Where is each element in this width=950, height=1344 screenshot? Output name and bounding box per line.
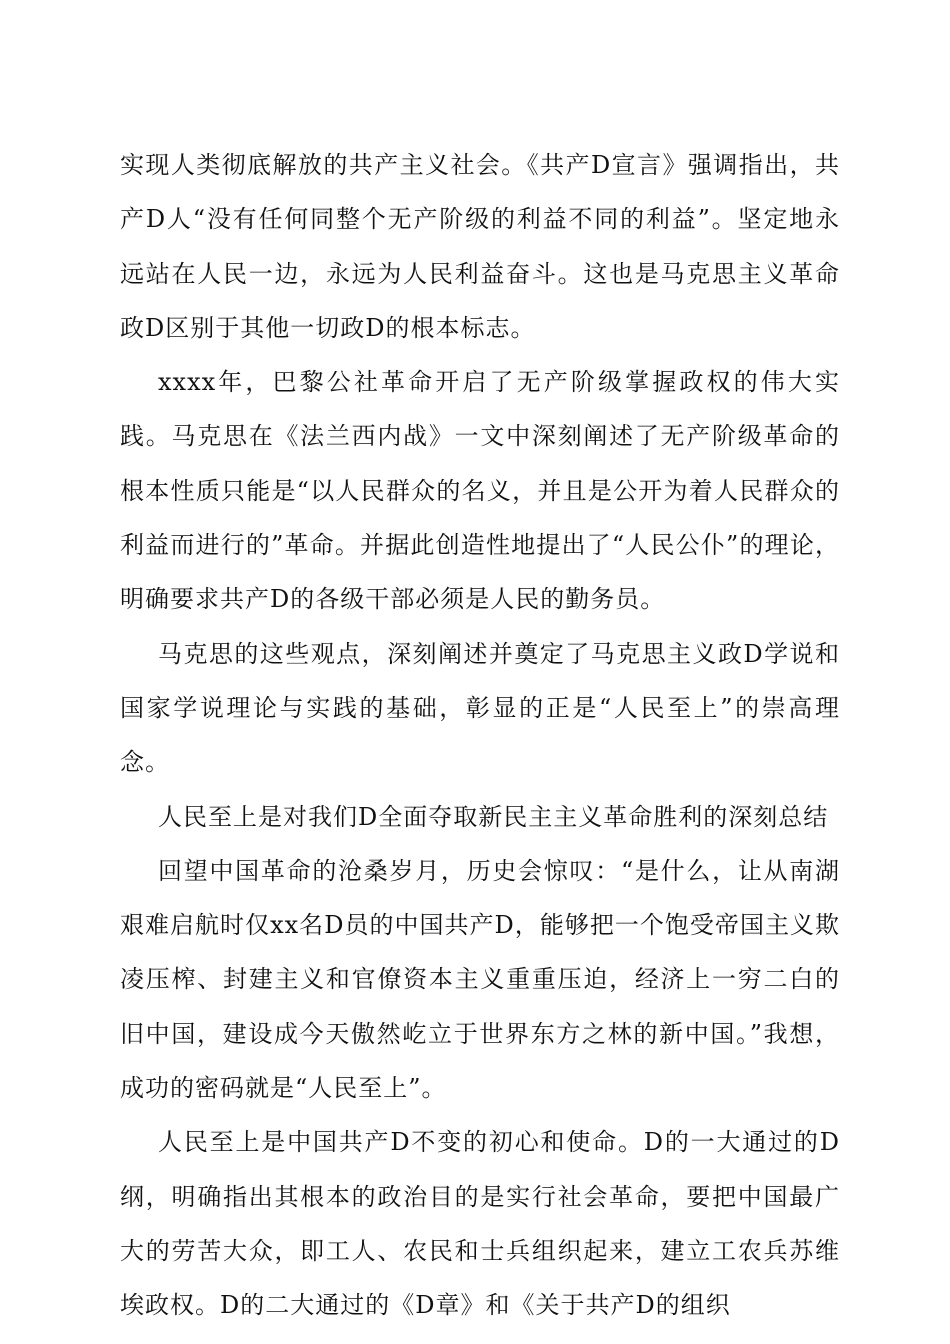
section-heading-people-first: 人民至上是对我们D全面夺取新民主主义革命胜利的深刻总结: [158, 802, 829, 831]
document-body: [120, 138, 840, 1333]
paragraph-marx-views: 马克思的这些观点，深刻阐述并奠定了马克思主义政D学说和国家学说理论与实践的基础，彰显的正是“人民至上”的崇高理念。: [120, 639, 840, 777]
paragraph-paris-commune: xxxx年，巴黎公社革命开启了无产阶级掌握政权的伟大实践。马克思在《法兰西内战》一文中深刻阐述了无产阶级革命的根本性质只能是“以人民群众的名义，并且是公开为着人民群众的利益而进行的”革命。并据此创造性地提出了“人民公仆”的理论，明确要求共产D的各级干部必须是人民的勤务员。: [120, 368, 840, 614]
paragraph-continuation: 实现人类彻底解放的共产主义社会。《共产D宣言》强调指出，共产D人“没有任何同整个无产阶级的利益不同的利益”。坚定地永远站在人民一边，永远为人民利益奋斗。这也是马克思主义革命政D区别于其他一切政D的根本标志。: [120, 151, 840, 342]
paragraph-revolution-history: 回望中国革命的沧桑岁月，历史会惊叹：“是什么，让从南湖艰难启航时仅xx名D员的中国共产D，能够把一个饱受帝国主义欺凌压榨、封建主义和官僚资本主义重重压迫，经济上一穷二白的旧中国，建设成今天傲然屹立于世界东方之林的新中国。”我想，成功的密码就是“人民至上”。: [120, 856, 840, 1103]
paragraph-original-mission: 人民至上是中国共产D不变的初心和使命。D的一大通过的D纲，明确指出其根本的政治目的是实行社会革命，要把中国最广大的劳苦大众，即工人、农民和士兵组织起来，建立工农兵苏维埃政权。D的二大通过的《D章》和《关于共产D的组织: [120, 1128, 840, 1320]
